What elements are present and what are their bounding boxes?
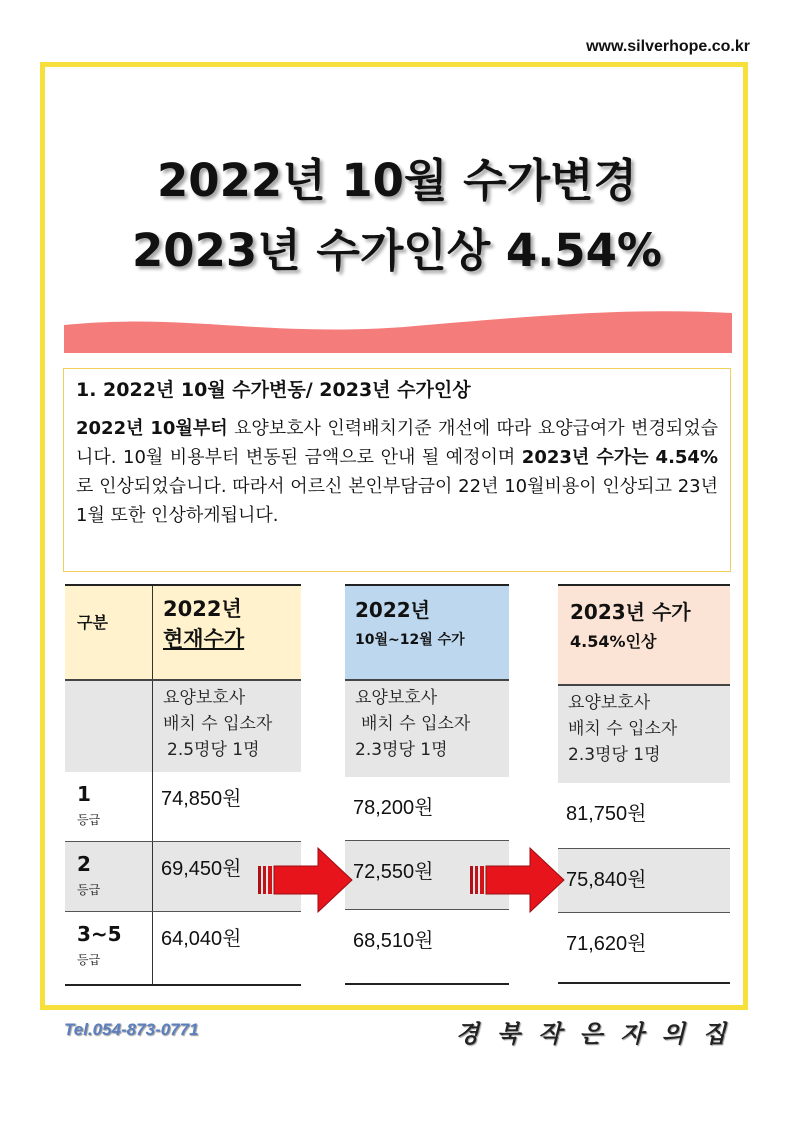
page-title <box>0 146 794 286</box>
grade-unit: 등급 <box>77 952 101 967</box>
decorative-wave <box>64 305 732 357</box>
oct-price: 72,550원 <box>345 840 509 909</box>
y2023-price: 71,620원 <box>558 912 730 983</box>
staffing-line: 요양보호사 <box>355 688 438 708</box>
notice-text-1: 요양보호사 인력배치기준 개선에 따라 요양급여가 변경되었습니다. 10월 비용부터 변동된 금액으로 안내 될 예정이며 <box>76 418 718 468</box>
telephone-number[interactable]: Tel.054-873-0771 <box>64 1020 199 1039</box>
staffing-line: 요양보호사 <box>568 693 651 713</box>
table-current-rates <box>65 584 301 986</box>
notice-bold-date: 2022년 10월부터 <box>76 418 228 439</box>
y2023-header-sub: 4.54%인상 <box>570 632 657 651</box>
notice-body <box>76 414 718 530</box>
arrow-right-icon <box>258 846 354 914</box>
notice-box <box>63 368 731 572</box>
staffing-line: 배치 수 입소자 <box>163 714 273 734</box>
title-line-1: 2022년 10월 수가변경 <box>156 154 638 207</box>
staffing-blank-cell <box>65 680 153 772</box>
arrow-right-icon <box>470 846 566 914</box>
grade-unit: 등급 <box>77 813 101 827</box>
grade-number: 3~5 <box>77 921 122 946</box>
grade-cell <box>65 911 153 985</box>
current-price: 74,850원 <box>153 772 302 841</box>
grade-number: 2 <box>77 851 91 876</box>
current-price: 64,040원 <box>153 911 302 985</box>
table-2023-rates <box>558 584 730 984</box>
notice-bold-rate: 2023년 수가는 4.54% <box>521 447 718 468</box>
website-url[interactable]: www.silverhope.co.kr <box>586 38 750 55</box>
grade-unit: 등급 <box>77 882 101 897</box>
y2023-header <box>558 585 730 685</box>
oct-price: 68,510원 <box>345 909 509 984</box>
current-price: 69,450원 <box>153 841 302 911</box>
y2023-header-year: 2023년 수가 <box>570 600 691 624</box>
y2023-price: 81,750원 <box>558 783 730 848</box>
grade-cell <box>65 841 153 911</box>
current-header-year: 2022년 <box>163 597 242 621</box>
oct-staffing <box>345 680 509 777</box>
table-oct-dec-rates <box>345 584 509 985</box>
staffing-line: 2.5명당 1명 <box>167 740 260 760</box>
title-line-2: 2023년 수가인상 4.54% <box>131 224 663 277</box>
current-staffing <box>153 680 302 772</box>
staffing-line: 요양보호사 <box>163 688 246 708</box>
staffing-line: 2.3명당 1명 <box>355 740 448 760</box>
organization-name: 경북작은자의집 <box>455 1020 744 1048</box>
oct-price: 78,200원 <box>345 777 509 840</box>
oct-header-sub: 10월~12월 수가 <box>355 632 465 648</box>
notice-text-2: 로 인상되었습니다. 따라서 어르신 본인부담금이 22년 10월비용이 인상되고 23년 1월 또한 인상하게됩니다. <box>76 476 718 526</box>
y2023-price: 75,840원 <box>558 848 730 912</box>
staffing-line: 배치 수 입소자 <box>361 714 471 734</box>
notice-heading: 1. 2022년 10월 수가변동/ 2023년 수가인상 <box>76 379 471 401</box>
y2023-staffing <box>558 685 730 783</box>
current-header <box>153 585 302 680</box>
staffing-line: 배치 수 입소자 <box>568 719 678 739</box>
oct-header <box>345 585 509 680</box>
current-header-sub: 현재수가 <box>163 627 245 651</box>
grade-number: 1 <box>77 782 91 806</box>
staffing-line: 2.3명당 1명 <box>568 745 661 765</box>
oct-header-year: 2022년 <box>355 598 430 622</box>
grade-cell <box>65 772 153 841</box>
category-label: 구분 <box>65 585 153 680</box>
